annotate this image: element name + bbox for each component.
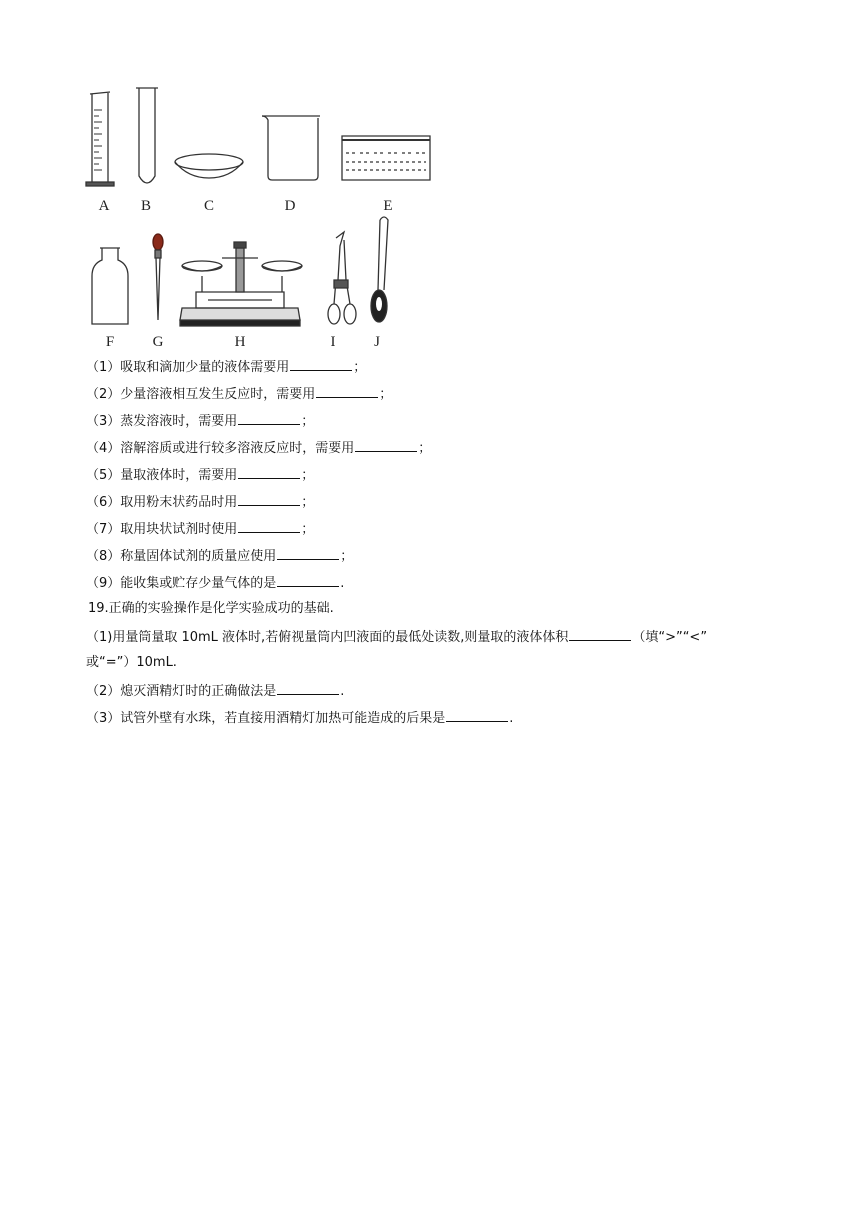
question-text: （7）取用块状试剂时使用 xyxy=(86,522,238,537)
answer-blank[interactable] xyxy=(277,682,339,695)
question-text-cont: （填“>”“<” xyxy=(632,630,708,645)
answer-blank[interactable] xyxy=(290,358,352,371)
question-3 xyxy=(86,412,314,430)
question-6 xyxy=(86,493,314,511)
answer-blank[interactable] xyxy=(238,466,300,479)
answer-blank[interactable] xyxy=(238,493,300,506)
answer-blank[interactable] xyxy=(569,628,631,641)
answer-blank[interactable] xyxy=(238,520,300,533)
question-1 xyxy=(86,358,366,376)
question-19-item-2 xyxy=(86,682,344,700)
label-h: H xyxy=(234,334,246,350)
question-end: ； xyxy=(418,441,432,456)
question-text: （4）溶解溶质或进行较多溶液反应时，需要用 xyxy=(86,441,355,456)
question-text: （3）蒸发溶液时，需要用 xyxy=(86,414,238,429)
dropper-icon xyxy=(153,234,163,320)
label-g: G xyxy=(152,334,164,350)
question-text: （2）熄灭酒精灯时的正确做法是 xyxy=(86,684,277,699)
question-2 xyxy=(86,385,392,403)
question-end: ； xyxy=(301,414,315,429)
question-19-item-1 xyxy=(86,628,707,646)
question-end: ； xyxy=(379,387,393,402)
answer-blank[interactable] xyxy=(316,385,378,398)
question-8 xyxy=(86,547,353,565)
question-19-item-3 xyxy=(86,709,513,727)
beaker-icon xyxy=(262,116,320,180)
balance-icon xyxy=(180,242,302,326)
question-text: （5）量取液体时，需要用 xyxy=(86,468,238,483)
label-d: D xyxy=(284,198,296,214)
question-text: （1)用量筒量取 10mL 液体时,若俯视量筒内凹液面的最低处读数,则量取的液体体积 xyxy=(86,630,569,645)
label-b: B xyxy=(140,198,152,214)
crucible-tongs-icon xyxy=(328,232,356,324)
apparatus-drawing xyxy=(78,80,448,355)
evaporating-dish-icon xyxy=(175,154,243,178)
water-trough-icon xyxy=(342,136,430,180)
answer-blank[interactable] xyxy=(355,439,417,452)
question-9 xyxy=(86,574,344,592)
answer-blank[interactable] xyxy=(277,574,339,587)
answer-blank[interactable] xyxy=(238,412,300,425)
test-tube-icon xyxy=(136,88,158,183)
label-c: C xyxy=(203,198,215,214)
question-end: ； xyxy=(301,468,315,483)
label-e: E xyxy=(383,198,393,214)
apparatus-figure xyxy=(78,80,448,355)
gas-bottle-icon xyxy=(92,248,128,324)
question-text: （8）称量固体试剂的质量应使用 xyxy=(86,549,277,564)
question-end: . xyxy=(340,576,345,591)
answer-blank[interactable] xyxy=(446,709,508,722)
question-19-item-1-cont: 或“=”）10mL. xyxy=(86,655,177,670)
question-end: . xyxy=(509,711,514,726)
question-end: ； xyxy=(301,522,315,537)
question-end: ； xyxy=(301,495,315,510)
question-text: （3）试管外壁有水珠，若直接用酒精灯加热可能造成的后果是 xyxy=(86,711,446,726)
label-j: J xyxy=(374,334,380,350)
combustion-spoon-icon xyxy=(371,217,388,322)
question-4 xyxy=(86,439,431,457)
question-text: （6）取用粉末状药品时用 xyxy=(86,495,238,510)
question-end: . xyxy=(340,684,345,699)
question-7 xyxy=(86,520,314,538)
question-text: （9）能收集或贮存少量气体的是 xyxy=(86,576,277,591)
label-a: A xyxy=(98,198,110,214)
question-end: ； xyxy=(340,549,354,564)
answer-blank[interactable] xyxy=(277,547,339,560)
label-f: F xyxy=(105,334,115,350)
question-19-title: 19.正确的实验操作是化学实验成功的基础. xyxy=(88,601,334,616)
question-text: （1）吸取和滴加少量的液体需要用 xyxy=(86,360,290,375)
question-end: ； xyxy=(353,360,367,375)
label-i: I xyxy=(330,334,336,350)
graduated-cylinder-icon xyxy=(86,92,114,186)
question-text: （2）少量溶液相互发生反应时，需要用 xyxy=(86,387,316,402)
question-5 xyxy=(86,466,314,484)
